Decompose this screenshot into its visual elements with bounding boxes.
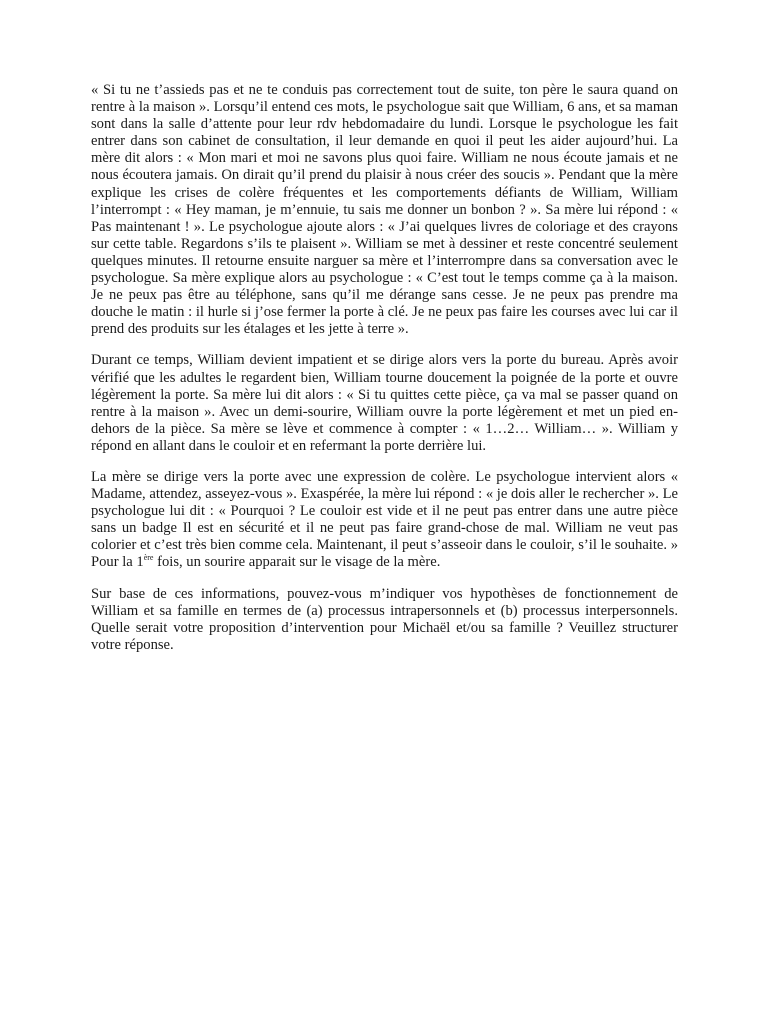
paragraph-door-episode: Durant ce temps, William devient impatient et se dirige alors vers la porte du bureau. Après avoir vérifié que les adultes le regardent bien, William tourne doucement la poignée de la porte et ouvre légèrement la porte. Sa mère lui dit alors : « Si tu quittes cette pièce, ça va mal se passer quand on rentre à la maison ». Avec un demi-sourire, William ouvre la porte légèrement et met un pied en-dehors de la pièce. Sa mère se lève et commence à compter : « 1…2… William… ». William y répond en allant dans le couloir et en refermant la porte derrière lui. [91,352,678,454]
ordinal-superscript: ère [143,553,154,563]
paragraph-psychologist-intervention [91,469,678,572]
paragraph-3-text-before: La mère se dirige vers la porte avec une expression de colère. Le psychologue intervient alors « Madame, attendez, asseyez-vous ». Exaspérée, la mère lui répond : « je dois aller le rechercher ». Le psychologue lui dit : « Pourquoi ? Le couloir est vide et il ne peut pas entrer dans une autre pièce sans un badge Il est en sécurité et il ne peut pas faire grand-chose de mal. William ne veut pas colorier et c’est très bien comme cela. Maintenant, il peut s’asseoir dans le couloir, s’il le souhaite. » Pour la 1 [91,468,678,571]
document-body [91,82,678,668]
paragraph-question: Sur base de ces informations, pouvez-vous m’indiquer vos hypothèses de fonctionnement de William et sa famille en termes de (a) processus intrapersonnels et (b) processus interpersonnels. Quelle serait votre proposition d’intervention pour Michaël et/ou sa famille ? Veuillez structurer votre réponse. [91,585,678,653]
paragraph-consultation-opening: « Si tu ne t’assieds pas et ne te conduis pas correctement tout de suite, ton père le saura quand on rentre à la maison ». Lorsqu’il entend ces mots, le psychologue sait que William, 6 ans, et sa maman sont dans la salle d’attente pour leur rdv hebdomadaire du lundi. Lorsque le psychologue les fait entrer dans son cabinet de consultation, il leur demande en quoi il peut les aider aujourd’hui. La mère dit alors : « Mon mari et moi ne savons plus quoi faire. William ne nous écoute jamais et ne nous écoutera jamais. On dirait qu’il prend du plaisir à nous créer des soucis ». Pendant que la mère explique les crises de colère fréquentes et les comportements défiants de William, William l’interrompt : « Hey maman, je m’ennuie, tu sais me donner un bonbon ? ». Sa mère lui répond : « Pas maintenant ! ». Le psychologue ajoute alors : « J’ai quelques livres de coloriage et des crayons sur cette table. Regardons s’ils te plaisent ». William se met à dessiner et reste concentré seulement quelques minutes. Il retourne ensuite narguer sa mère et l’interrompre dans sa conversation avec le psychologue. Sa mère explique alors au psychologue : « C’est tout le temps comme ça à la maison. Je ne peux pas être au téléphone, sans qu’il me dérange sans cesse. Je ne peux pas prendre ma douche le matin : il hurle si j’ose fermer la porte à clé. Je ne peux pas faire les courses avec lui car il prend des produits sur les étalages et les jette à terre ». [91,82,678,338]
paragraph-3-text-after: fois, un sourire apparait sur le visage de la mère. [153,554,441,571]
